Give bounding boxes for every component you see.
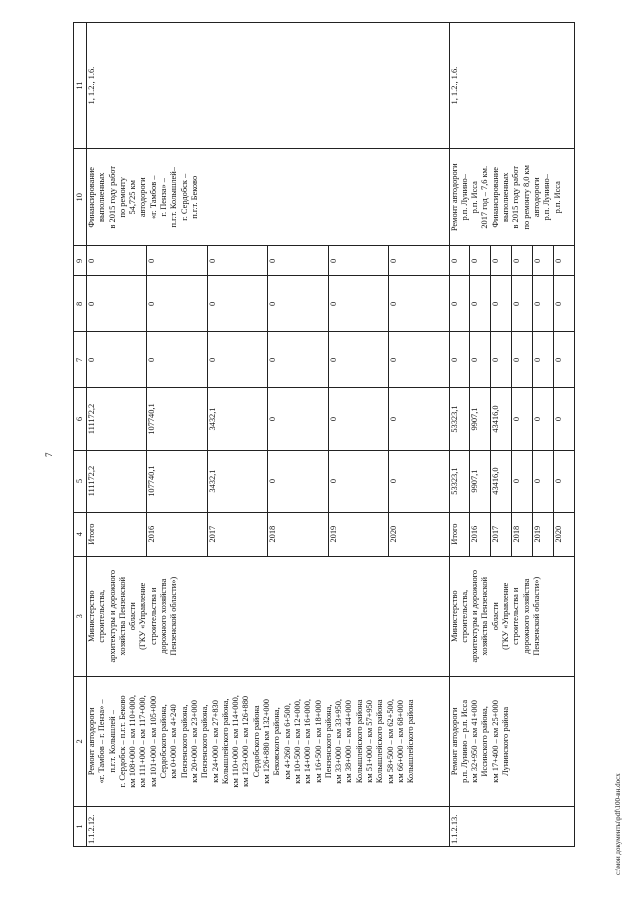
row-executor-line: строительства и (148, 587, 158, 645)
header-cell: 9 (74, 246, 87, 276)
row-description-line: Колышлейского района (375, 699, 385, 784)
row-result (449, 149, 574, 246)
year-cell: 2020 (389, 512, 449, 556)
row-result-line: р.п. Лунино– (542, 174, 552, 221)
header-cell: 1 (74, 806, 87, 846)
header-cell: 5 (74, 450, 87, 512)
row-indicator: 1, 1.2., 1.6. (87, 23, 450, 149)
value-cell-8: 0 (328, 276, 388, 332)
header-cell: 4 (74, 512, 87, 556)
value-cell-5: 0 (328, 450, 388, 512)
table-row (449, 23, 470, 847)
value-cell-6: 0 (328, 388, 388, 450)
value-cell-5: 0 (389, 450, 449, 512)
row-description-line: Пензенского района, (179, 704, 189, 779)
value-cell-8: 0 (207, 276, 267, 332)
row-description-line: км 20+000 – км 23+000 (189, 700, 199, 783)
year-cell: 2018 (512, 512, 533, 556)
row-description-line: км 111+000 – км 117+000, (138, 695, 148, 788)
row-executor-line: области (490, 602, 500, 631)
value-cell-6: 53323,1 (449, 388, 470, 450)
row-description-line: «г. Тамбов – г. Пенза» – (97, 699, 107, 784)
row-result-line: Ремонт автодороги (449, 163, 459, 232)
row-result-line: г. Пенза» – (159, 178, 169, 217)
row-description-line: км 10+500 – км 12+000, (292, 699, 302, 784)
value-cell-7: 0 (87, 332, 147, 388)
row-result-line: по ремонту (117, 177, 127, 218)
value-cell-6: 43416,0 (491, 388, 512, 450)
row-description (87, 676, 450, 806)
value-cell-8: 0 (268, 276, 328, 332)
value-cell-9: 0 (328, 246, 388, 276)
row-executor-line: хозяйства Пензенской (480, 576, 490, 656)
row-result-line: 54,725 км (128, 180, 138, 215)
year-cell: 2017 (207, 512, 267, 556)
row-result-line: р.п. Лунино– (459, 174, 469, 221)
row-description-line: р.п. Лунино – р.п. Исса (459, 699, 469, 783)
value-cell-7: 0 (268, 332, 328, 388)
row-executor-line: Пензенской области») (169, 576, 179, 656)
row-result-line: по ремонту 8,0 км (521, 165, 531, 230)
row-description-line: км 0+000 – км 4+240 (169, 704, 179, 779)
value-cell-6: 3432,1 (207, 388, 267, 450)
row-description-line: км 58+500 – км 62+500, (385, 699, 395, 784)
value-cell-7: 0 (512, 332, 533, 388)
row-executor-line: (ГКУ «Управление (138, 582, 148, 650)
row-executor (449, 556, 574, 676)
row-description (449, 676, 574, 806)
value-cell-7: 0 (389, 332, 449, 388)
row-executor-line: строительства и (511, 587, 521, 645)
row-description-line: км 4+260 – км 6+500, (282, 703, 292, 780)
row-description-line: км 32+950 – км 41+000 (470, 700, 480, 783)
row-executor-line: архитектуры и дорожного (470, 569, 480, 663)
value-cell-5: 107740,1 (147, 450, 207, 512)
row-description-line: Колышлейского района (354, 699, 364, 784)
row-executor-line: хозяйства Пензенской (117, 576, 127, 656)
value-cell-5: 0 (512, 450, 533, 512)
value-cell-6: 9907,1 (470, 388, 491, 450)
row-description-line: км 108+000 – км 110+000, (128, 694, 138, 788)
program-table (73, 22, 575, 847)
row-executor-line: Министерство (87, 590, 96, 643)
row-description-line: Колышлейского района (406, 699, 416, 784)
value-cell-7: 0 (147, 332, 207, 388)
row-result-line: р.п. Исса (552, 181, 562, 214)
value-cell-8: 0 (512, 276, 533, 332)
value-cell-6: 111172,2 (87, 388, 147, 450)
row-executor-line: строительства, (97, 589, 107, 643)
footer-file-path: c:\мои документы\pdf\100-вн.docx (614, 773, 622, 875)
row-result-line: 2017 год – 7,6 км. (480, 165, 490, 229)
value-cell-9: 0 (470, 246, 491, 276)
year-cell: Итого (87, 512, 147, 556)
header-row (74, 23, 87, 847)
row-result-line: р.п. Исса (470, 181, 480, 214)
row-executor-line: архитектуры и дорожного (107, 569, 117, 663)
row-code: 1.1.2.13. (449, 806, 574, 846)
value-cell-6: 0 (533, 388, 554, 450)
year-cell: 2019 (533, 512, 554, 556)
value-cell-5: 9907,1 (470, 450, 491, 512)
value-cell-9: 0 (207, 246, 267, 276)
row-executor (87, 556, 450, 676)
row-description-line: км 66+000 – км 68+000 (395, 700, 405, 783)
row-result-line: Финансирование (87, 166, 96, 228)
value-cell-5: 0 (268, 450, 328, 512)
row-result-line: в 2015 году работ (511, 166, 521, 229)
header-cell: 11 (74, 23, 87, 149)
row-result-line: г. Сердобск – (179, 173, 189, 221)
row-description-line: Ремонт автодороги (87, 707, 96, 776)
row-executor-line: дорожного хозяйства (521, 578, 531, 654)
row-description-line: Пензенского района, (323, 704, 333, 779)
row-description-line: км 24+000 – км 27+830 (210, 700, 220, 783)
value-cell-8: 0 (491, 276, 512, 332)
row-description-line: Ремонт автодороги (449, 707, 459, 776)
row-result-line: автодороги (138, 177, 148, 218)
value-cell-6: 107740,1 (147, 388, 207, 450)
year-cell: 2018 (268, 512, 328, 556)
row-code: 1.1.2.12. (87, 806, 450, 846)
row-description-line: км 14+000 – км 16+000, (303, 699, 313, 784)
value-cell-9: 0 (268, 246, 328, 276)
value-cell-5: 53323,1 (449, 450, 470, 512)
value-cell-7: 0 (533, 332, 554, 388)
value-cell-8: 0 (389, 276, 449, 332)
year-cell: 2016 (147, 512, 207, 556)
value-cell-9: 0 (491, 246, 512, 276)
value-cell-5: 111172,2 (87, 450, 147, 512)
value-cell-6: 0 (553, 388, 574, 450)
value-cell-7: 0 (207, 332, 267, 388)
value-cell-9: 0 (87, 246, 147, 276)
row-description-line: км 123+000 – км 126+880 (241, 695, 251, 787)
row-description-line: Бековского района, (272, 707, 282, 776)
row-description-line: км 38+000 – км 44+000 (344, 700, 354, 783)
row-executor-line: (ГКУ «Управление (501, 582, 511, 650)
value-cell-8: 0 (449, 276, 470, 332)
value-cell-7: 0 (470, 332, 491, 388)
header-cell: 7 (74, 332, 87, 388)
row-executor-line: Министерство (449, 590, 459, 643)
row-description-line: км 126+880 км 132+000 (262, 699, 272, 784)
value-cell-7: 0 (328, 332, 388, 388)
row-description-line: Колышлейского района, (220, 698, 230, 785)
value-cell-7: 0 (553, 332, 574, 388)
value-cell-5: 0 (553, 450, 574, 512)
year-cell: 2016 (470, 512, 491, 556)
value-cell-6: 0 (512, 388, 533, 450)
row-indicator: 1, 1.2., 1.6. (449, 23, 574, 149)
header-cell: 2 (74, 676, 87, 806)
row-result-line: п.г.т. Беково (189, 175, 199, 219)
value-cell-8: 0 (470, 276, 491, 332)
page-number: 7 (44, 452, 54, 457)
value-cell-7: 0 (449, 332, 470, 388)
header-cell: 6 (74, 388, 87, 450)
row-description-line: км 51+000 – км 57+950 (365, 700, 375, 783)
row-description-line: км 17+400 – км 25+000 (490, 700, 500, 783)
row-result-line: «г. Тамбов – (148, 175, 158, 220)
row-result-line: п.г.т. Колышлей– (169, 167, 179, 228)
row-description-line: км 16+500 – км 18+000 (313, 700, 323, 783)
value-cell-5: 0 (533, 450, 554, 512)
table-body (87, 23, 575, 847)
value-cell-9: 0 (389, 246, 449, 276)
year-cell: 2017 (491, 512, 512, 556)
value-cell-8: 0 (553, 276, 574, 332)
value-cell-9: 0 (147, 246, 207, 276)
value-cell-9: 0 (533, 246, 554, 276)
row-description-line: км 110+000 – км 114+000, (231, 695, 241, 788)
value-cell-8: 0 (147, 276, 207, 332)
row-executor-line: Пензенской области») (531, 576, 541, 656)
row-result-line: в 2015 году работ (107, 166, 117, 229)
row-description-line: км 101+000 – км 105+000 (148, 695, 158, 787)
value-cell-5: 43416,0 (491, 450, 512, 512)
value-cell-9: 0 (512, 246, 533, 276)
value-cell-9: 0 (553, 246, 574, 276)
row-description-line: Пензенского района, (200, 704, 210, 779)
value-cell-8: 0 (533, 276, 554, 332)
row-result-line: автодороги (531, 177, 541, 218)
value-cell-6: 0 (268, 388, 328, 450)
value-cell-6: 0 (389, 388, 449, 450)
row-executor-line: области (128, 602, 138, 631)
row-result-line: Финансирование (490, 166, 500, 228)
year-cell: Итого (449, 512, 470, 556)
row-description-line: Лунинского района (501, 706, 511, 776)
header-cell: 3 (74, 556, 87, 676)
value-cell-5: 3432,1 (207, 450, 267, 512)
year-cell: 2019 (328, 512, 388, 556)
row-description-line: п.г.т. Колышлей – (107, 710, 117, 773)
value-cell-9: 0 (449, 246, 470, 276)
table-row (87, 23, 147, 847)
row-description-line: г. Сердобск – п.г.т. Беково (117, 695, 127, 788)
value-cell-8: 0 (87, 276, 147, 332)
header-cell: 8 (74, 276, 87, 332)
row-executor-line: строительства, (459, 589, 469, 643)
row-description-line: км 33+000 – км 33+950, (334, 699, 344, 784)
row-result-line: выполненных (501, 172, 511, 222)
row-description-line: Сердобского района (251, 705, 261, 778)
row-description-line: Иссинского района, (480, 706, 490, 777)
year-cell: 2020 (553, 512, 574, 556)
row-result (87, 149, 450, 246)
row-executor-line: дорожного хозяйства (159, 578, 169, 654)
row-result-line: выполненных (97, 172, 107, 222)
header-cell: 10 (74, 149, 87, 246)
row-description-line: Сердобского района, (159, 704, 169, 779)
value-cell-7: 0 (491, 332, 512, 388)
